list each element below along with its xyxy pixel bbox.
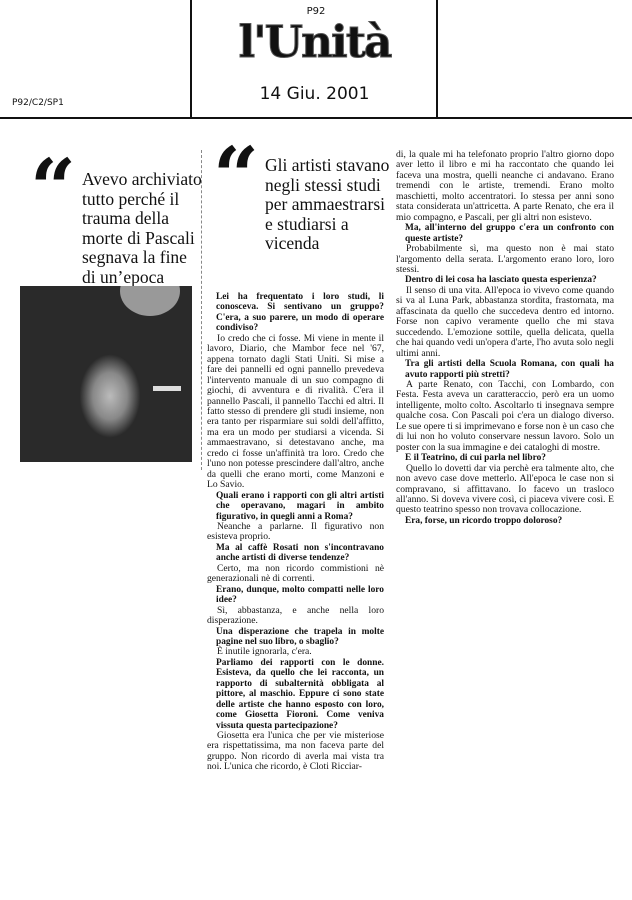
- interview-question: E il Teatrino, di cui parla nel libro?: [405, 453, 546, 464]
- pull-quote-text: Avevo archiviato tutto perché il trauma della morte di Pascali segnava la fine di un’epoca: [82, 169, 202, 287]
- interview-answer: Probabilmente sì, ma questo non è mai stato l'argomento della serata. L'argomento erano loro, loro stessi.: [396, 243, 614, 275]
- interview-answer: Il senso di una vita. All'epoca io vivevo come quando si va al Luna Park, abbastanza stordita, frastornata, ma affascinata da quello che succedeva dentro ed intorno. Forse non capivo veramente quello che mi stava succedendo. L'emozione sottile, quella delicata, quella che hai quando vedi un'opera d'arte, l'ho avuta solo negli ultimi anni.: [396, 284, 614, 359]
- quote-mark-icon: “: [213, 129, 260, 223]
- photo-background-object: [120, 286, 180, 316]
- article-column-2: [396, 150, 614, 526]
- publication-date: 14 Giu. 2001: [259, 84, 370, 104]
- interview-answer: È inutile ignorarla, c'era.: [217, 646, 312, 658]
- page-reference: P92/C2/SP1: [12, 98, 64, 108]
- interview-question: Dentro di lei cosa ha lasciato questa esperienza?: [405, 275, 597, 286]
- newspaper-logo: l'Unità: [238, 17, 391, 68]
- quote-mark-icon: “: [30, 141, 77, 235]
- interview-question: Ma, all'interno del gruppo c'era un confronto con queste artiste?: [405, 223, 614, 244]
- interview-answer: Certo, ma non ricordo commistioni nè generazionali nè di correnti.: [207, 562, 384, 585]
- interview-question: Una disperazione che trapela in molte pagine nel suo libro, o sbaglio?: [216, 626, 384, 647]
- header-rule: [0, 117, 632, 119]
- photo-highlight: [153, 386, 181, 391]
- interview-answer: Quello lo dovetti dar via perchè era talmente alto, che non avevo case dove metterlo. All'epoca le case non si compravano, si affittavano. Io facevo un trasloco all'anno. Si doveva vivere così, ci piaceva vivere così. E questo teatrino spesso non trovava collocazione.: [396, 462, 614, 516]
- portrait-photo: [20, 286, 192, 462]
- pull-quote-text: Gli artisti stavano negli stessi studi per ammaestrarsi e studiarsi a vicenda: [265, 155, 390, 253]
- page-code: P92: [306, 6, 326, 17]
- interview-answer: Giosetta era l'unica che per vie misteriose era rispettatissima, ma non faceva parte del gruppo. Non ricordo di averla mai vista tra noi. L'unica che ricordo, è Cloti Ricciar-: [207, 730, 384, 773]
- interview-question: Lei ha frequentato i loro studi, li conosceva. Si sentivano un gruppo? C'era, a suo parere, un modo di operare condiviso?: [216, 292, 384, 334]
- interview-question: Erano, dunque, molto compatti nelle loro idee?: [216, 584, 384, 606]
- interview-question: Parliamo dei rapporti con le donne. Esisteva, da quello che lei racconta, un rapporto di subalternità obbligata al pittore, al maschio. Eppure ci sono state delle artiste che hanno esposto con loro, come Giosetta Fioroni. Come veniva vissuta questa partecipazione?: [216, 657, 384, 731]
- interview-question: Quali erano i rapporti con gli altri artisti che operavano, magari in ambito figurativo, in quegli anni a Roma?: [216, 490, 384, 522]
- article-column-1: [207, 292, 384, 773]
- interview-question: Tra gli artisti della Scuola Romana, con quali ha avuto rapporti più stretti?: [405, 359, 614, 380]
- interview-question: Ma al caffè Rosati non s'incontravano anche artisti di diverse tendenze?: [216, 542, 384, 564]
- interview-answer: Io credo che ci fosse. Mi viene in mente il lavoro, Diario, che Mambor fece nel '67, appena tornato dagli Stati Uniti. Si mise a fare dei pannelli ed ogni pannello prevedeva l'intervento manuale di un suo compagno di giochi, di avventura e di rivalità. C'era il pannello Pascali, il pannello Tacchi ed altri. Il fatto stesso di prendere gli studi insieme, non era tanto per risparmiare sui soldi dell'affitto, ma era un modo per studiarsi a vicenda. Si ammaestravano, si detestavano anche, ma credo ci fosse un'affinità tra loro. Credo che l'uno non potesse prescindere dall'altro, anche da quelli che erano morti, come Manzoni e Lo Savio.: [207, 332, 384, 491]
- interview-answer: di, la quale mi ha telefonato proprio l'altro giorno dopo aver letto il libro e mi ha raccontato che quando lei faceva una mostra, quelli neanche ci andavano. Erano tremendi con le artiste, tremendi. Erano molto maschietti, molto accentratori. Io stessa per anni sono stata considerata un'attricetta. A parte Renato, che era il mio compagno, e Pascali, per gli altri non esistevo.: [396, 149, 614, 223]
- interview-answer: A parte Renato, con Tacchi, con Lombardo, con Festa. Festa aveva un caratteraccio, però era un uomo intelligente, molto colto. Ascoltarlo ti insegnava sempre qualche cosa. Con Pascali poi c'era un dialogo diverso. Le sue opere ti si imprimevano e forse non è un caso che di lui non ho voluto conservare nessun lavoro. Solo un poster con la sua immagine e dei cataloghi di mostre.: [396, 378, 614, 453]
- column-divider: [201, 150, 202, 470]
- interview-answer: Sì, abbastanza, e anche nella loro disperazione.: [207, 604, 384, 627]
- interview-answer: Neanche a parlarne. Il figurativo non esisteva proprio.: [207, 520, 384, 543]
- interview-question: Era, forse, un ricordo troppo doloroso?: [405, 515, 563, 526]
